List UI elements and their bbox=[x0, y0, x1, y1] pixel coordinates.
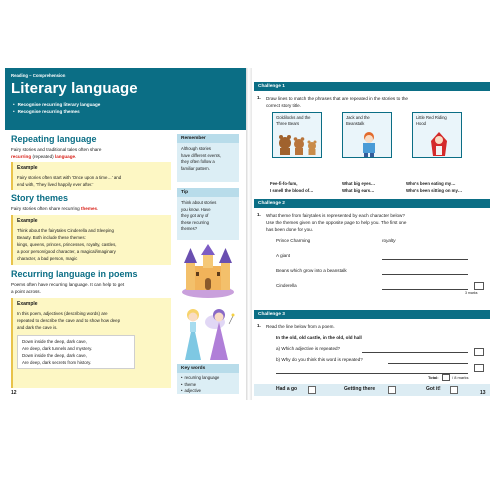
answer-line[interactable] bbox=[382, 274, 468, 275]
part-b: b) Why do you think this word is repeated? bbox=[276, 357, 363, 362]
right-page bbox=[252, 68, 492, 400]
story-title: Jack and the Beanstalk bbox=[346, 115, 370, 126]
keyword-recurring: recurring bbox=[11, 154, 32, 159]
castle-illustration bbox=[178, 244, 238, 300]
objectives-list bbox=[13, 101, 100, 115]
phrase-giant[interactable]: Fee-fi-fo-fum, I smell the blood of… bbox=[270, 181, 314, 193]
marks-box[interactable] bbox=[474, 364, 484, 372]
self-assessment-bar bbox=[254, 384, 490, 396]
example-label: Example bbox=[17, 218, 38, 224]
tip-text: Think about stories you know. Have they got any of these recurring themes? bbox=[181, 200, 217, 232]
phrase-big-eyes[interactable]: What big eyes… What big ears… bbox=[342, 181, 376, 193]
remember-text: Although stories have different events, they often follow a familiar pattern. bbox=[181, 146, 221, 171]
poem-line: In the old, old castle, in the old, old hall bbox=[276, 335, 362, 340]
repeating-heading: Repeating language bbox=[11, 134, 97, 144]
three-bears-icon bbox=[277, 133, 319, 155]
poems-example-box bbox=[11, 298, 171, 388]
answer-line[interactable] bbox=[362, 352, 468, 353]
poem-box: Down inside the deep, dark cave, Are deep, dark tunnels and mystery. Down inside the deep, dark cave, Are deep, dark secrets from history. bbox=[17, 335, 135, 369]
jack-icon bbox=[357, 131, 381, 157]
phrase-whos-been[interactable]: Who's been eating my… Who's been sitting on my… bbox=[406, 181, 463, 193]
story-card-goldilocks[interactable] bbox=[272, 112, 322, 158]
keywords-list bbox=[177, 373, 239, 398]
marks-box[interactable] bbox=[474, 348, 484, 356]
answer-line[interactable] bbox=[382, 289, 468, 290]
repeating-example-box bbox=[11, 162, 171, 190]
marks-box[interactable] bbox=[474, 282, 484, 290]
left-page bbox=[5, 68, 246, 400]
total-label: Total: bbox=[428, 375, 439, 380]
keyword-themes: themes bbox=[80, 206, 98, 211]
objective-item: • Recognise recurring themes bbox=[13, 108, 100, 115]
checkbox-got-it[interactable] bbox=[450, 386, 458, 394]
poems-intro: Poems often have recurring language. It can help to get a point across. bbox=[11, 282, 125, 294]
answer-line[interactable] bbox=[388, 363, 468, 364]
keywords-heading: Key words bbox=[177, 364, 239, 373]
total-value: / 8 marks bbox=[452, 375, 469, 380]
challenge-2-header: Challenge 2 bbox=[254, 199, 490, 208]
tip-heading: Tip bbox=[177, 188, 239, 197]
marks-label: 3 marks bbox=[465, 291, 478, 295]
example-label: Example bbox=[17, 301, 38, 307]
challenge-3-header: Challenge 3 bbox=[254, 310, 490, 319]
remember-box bbox=[177, 134, 239, 182]
checkbox-getting-there[interactable] bbox=[388, 386, 396, 394]
themes-intro: Fairy stories often share recurring themes. bbox=[11, 206, 99, 211]
story-title: Goldilocks and the Three Bears bbox=[276, 115, 311, 126]
tip-box bbox=[177, 188, 239, 240]
themes-example-box bbox=[11, 215, 171, 265]
objective-item: • Recognise recurring literary language bbox=[13, 101, 100, 108]
repeating-intro: Fairy stories and traditional tales often share recurring (repeated) language. bbox=[11, 147, 102, 159]
footer-label: Getting there bbox=[344, 386, 376, 392]
page-number: 12 bbox=[11, 390, 17, 396]
keyword-language: language bbox=[54, 154, 76, 159]
total-box[interactable] bbox=[442, 374, 450, 381]
page-number: 13 bbox=[480, 390, 486, 396]
footer-label: Had a go bbox=[276, 386, 298, 392]
remember-heading: Remember bbox=[177, 134, 239, 143]
story-card-red-riding-hood[interactable] bbox=[412, 112, 462, 158]
example-label: Example bbox=[17, 165, 38, 171]
keywords-box bbox=[177, 364, 239, 394]
example-text: In this poem, adjectives (describing words) are repeated to describe the cave and to show how deep and dark the cave is. bbox=[17, 311, 121, 330]
intro-text: Fairy stories and traditional tales often share bbox=[11, 147, 102, 152]
example-text: Fairy stories often start with 'Once upon a time…' and end with, 'They lived happily ever after.' bbox=[17, 175, 122, 187]
themes-heading: Story themes bbox=[11, 193, 69, 203]
checkbox-had-a-go[interactable] bbox=[308, 386, 316, 394]
footer-label: Got it! bbox=[426, 386, 441, 392]
keyword-item: • theme bbox=[181, 382, 235, 389]
question-number: 1. bbox=[257, 212, 261, 217]
keyword-item: • adjective bbox=[181, 388, 235, 395]
answer-line[interactable] bbox=[276, 373, 468, 374]
character-row-label: A giant bbox=[276, 253, 291, 258]
challenge-3-question: Read the line below from a poem. bbox=[266, 324, 335, 329]
part-a: a) Which adjective is repeated? bbox=[276, 346, 341, 351]
challenge-2-question: What theme from fairytales is represented by each character below? Use the themes given on the opposite page to help you. The first one has been done for you. bbox=[266, 213, 407, 232]
answer-line[interactable] bbox=[382, 259, 468, 260]
page-title: Literary language bbox=[11, 80, 138, 97]
example-text: Think about the fairytales Cinderella and Sleeping Beauty. Both include these themes: kings, queens, princes, princesses, royalty, castles, a poor person/good character, a magical/imaginary character, a bad person, magic bbox=[17, 228, 117, 262]
characters-illustration bbox=[177, 306, 237, 362]
question-number: 1. bbox=[257, 95, 261, 100]
character-row-label: Beans which grow into a beanstalk bbox=[276, 268, 347, 273]
challenge-1-header: Challenge 1 bbox=[254, 82, 490, 91]
subject-label: Reading – Comprehension bbox=[11, 73, 66, 78]
intro-text: (repeated) bbox=[32, 154, 54, 159]
poems-heading: Recurring language in poems bbox=[11, 269, 138, 279]
keyword-item: • recurring language bbox=[181, 375, 235, 382]
red-riding-hood-icon bbox=[427, 131, 451, 157]
challenge-1-question: Draw lines to match the phrases that are repeated in the stories to the correct story title. bbox=[266, 96, 408, 108]
character-row-label: Prince Charming bbox=[276, 238, 311, 243]
question-number: 1. bbox=[257, 323, 261, 328]
page-header bbox=[5, 68, 246, 130]
character-row-answer: royalty bbox=[382, 238, 396, 243]
story-card-jack[interactable] bbox=[342, 112, 392, 158]
character-row-label: Cinderella bbox=[276, 283, 297, 288]
story-title: Little Red Riding Hood bbox=[416, 115, 447, 126]
